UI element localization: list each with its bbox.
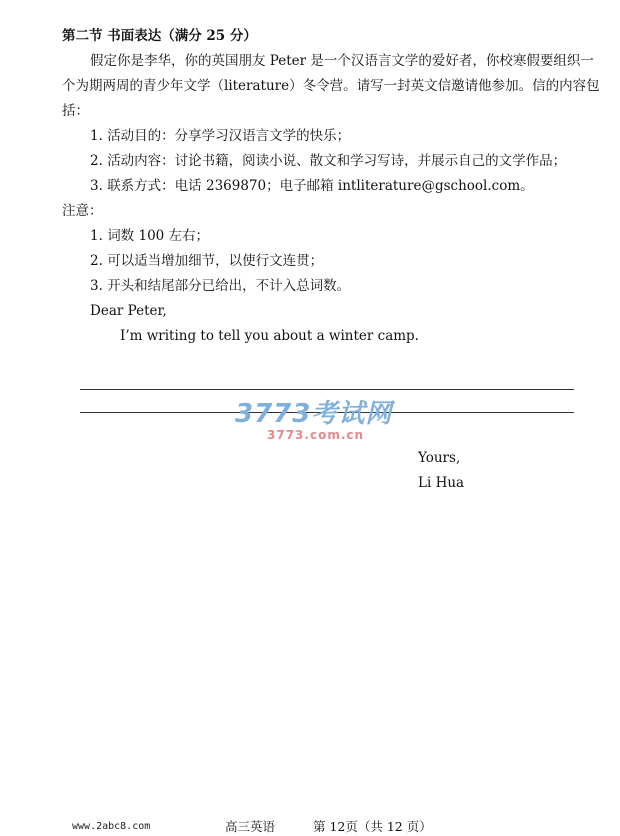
requirement-item: [90, 152, 566, 170]
requirement-text: 活动内容：讨论书籍，阅读小说、散文和学习写诗，并展示自己的文学作品；: [107, 153, 567, 169]
note-text: 可以适当增加细节，以使行文连贯；: [107, 253, 324, 269]
note-number: 2.: [90, 253, 103, 269]
note-item: [90, 227, 209, 245]
watermark-logo: 3773考试网: [235, 399, 393, 429]
note-item: [90, 252, 323, 270]
watermark-url: 3773.com.cn: [267, 428, 365, 442]
requirement-number: 1.: [90, 128, 103, 144]
prompt-line-2: 个为期两周的青少年文学（literature）冬令营。请写一封英文信邀请他参加。信的内容包: [62, 78, 600, 94]
note-number: 1.: [90, 228, 103, 244]
letter-salutation: Dear Peter,: [90, 303, 167, 319]
note-text: 开头和结尾部分已给出，不计入总词数。: [107, 278, 351, 294]
requirement-item: [90, 177, 534, 195]
letter-closing: Yours,: [418, 450, 461, 466]
letter-opening: I’m writing to tell you about a winter camp.: [120, 328, 419, 344]
writing-line: [80, 389, 574, 390]
requirement-number: 3.: [90, 178, 103, 194]
section-title: 第二节 书面表达（满分 25 分）: [62, 28, 257, 44]
requirement-item: [90, 127, 350, 145]
prompt-line-1: 假定你是李华，你的英国朋友 Peter 是一个汉语言文学的爱好者，你校寒假要组织一: [90, 53, 594, 69]
notes-title: 注意：: [62, 203, 103, 219]
requirement-text: 活动目的：分享学习汉语言文学的快乐；: [107, 128, 351, 144]
footer-subject: 高三英语: [225, 819, 276, 834]
prompt-line-3: 括：: [62, 103, 89, 119]
letter-signature: Li Hua: [418, 475, 465, 491]
note-text: 词数 100 左右；: [107, 228, 210, 244]
note-number: 3.: [90, 278, 103, 294]
requirement-text: 联系方式：电话 2369870；电子邮箱 intliterature@gschool.com。: [107, 178, 534, 194]
footer-website: www.2abc8.com: [72, 821, 151, 832]
requirement-number: 2.: [90, 153, 103, 169]
note-item: [90, 277, 350, 295]
footer-page-number: 第 12页（共 12 页）: [313, 819, 432, 834]
